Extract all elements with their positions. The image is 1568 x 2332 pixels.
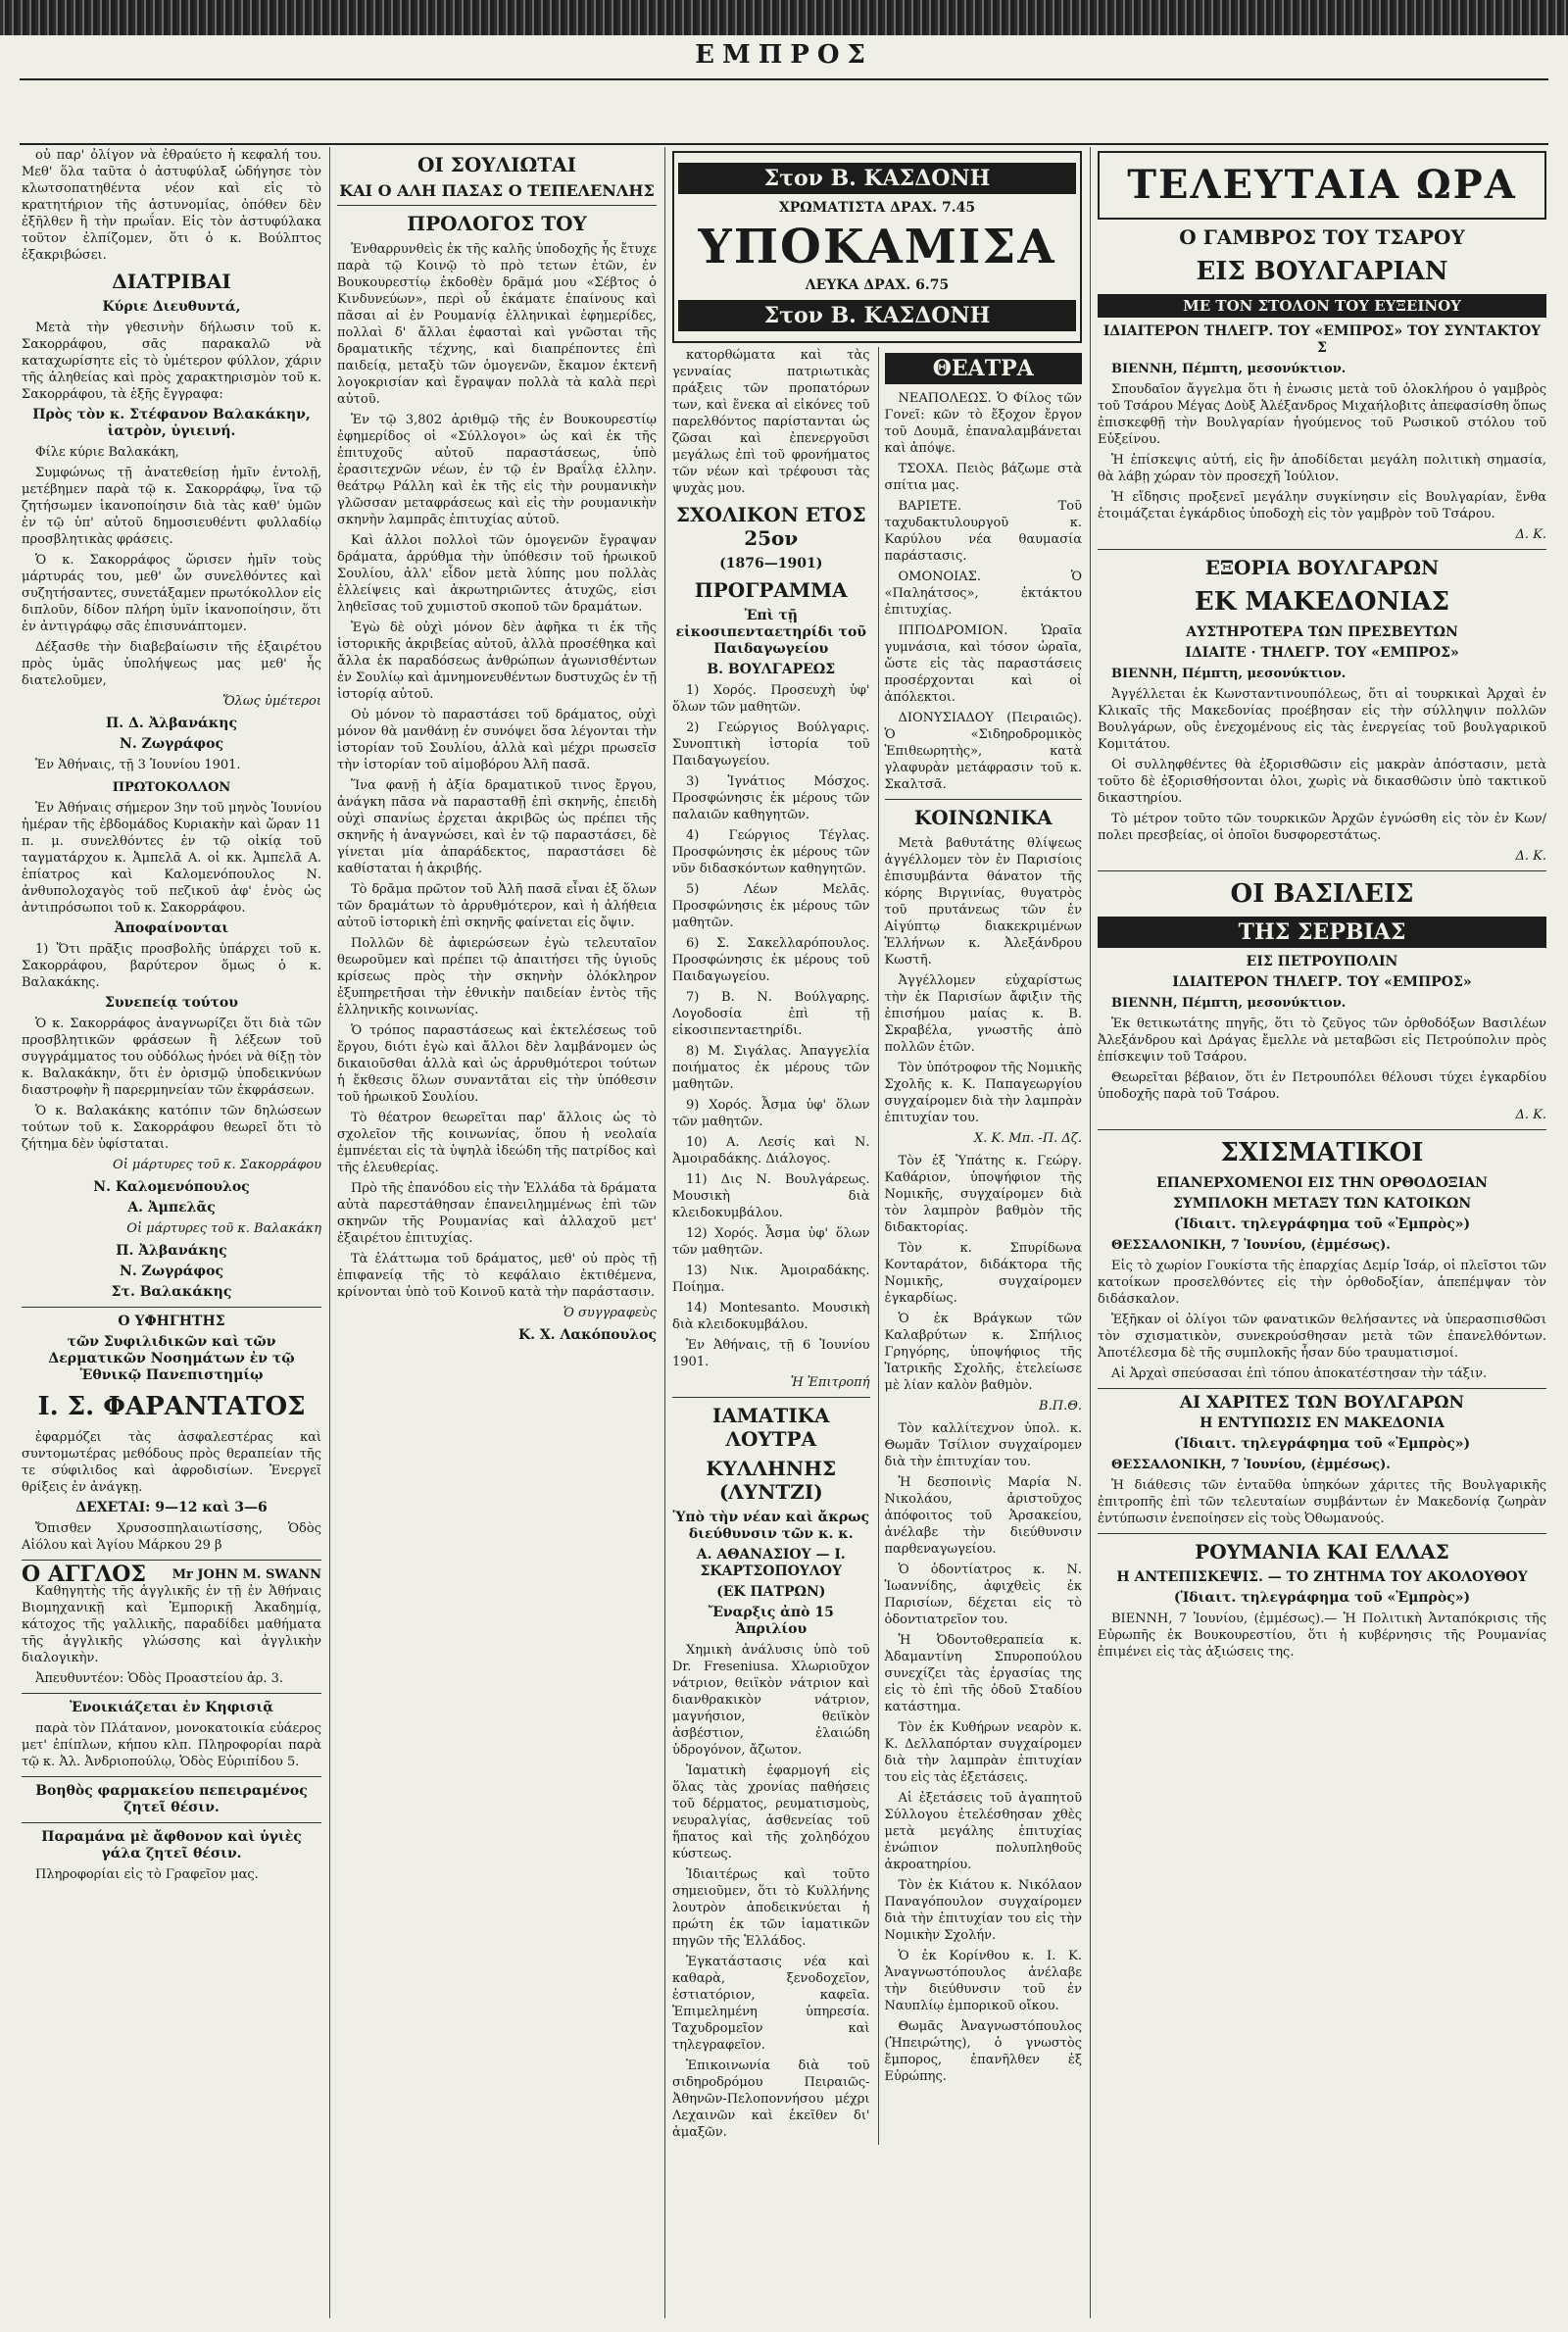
column-divider bbox=[1090, 147, 1091, 2318]
last-hour-box bbox=[1098, 151, 1546, 220]
baths-title: ΙΑΜΑΤΙΚΑ ΛΟΥΤΡΑ bbox=[711, 1404, 830, 1451]
divider bbox=[1098, 1533, 1546, 1534]
col3-left bbox=[672, 347, 870, 2145]
telegram-place: ΒΙΕΝΝΗ, Πέμπτη, μεσονύκτιον. bbox=[1111, 996, 1347, 1011]
baths-city: (ΕΚ ΠΑΤΡΩΝ) bbox=[716, 1584, 826, 1600]
telegram-head: (Ἰδιαιτ. τηλεγράφημα τοῦ «Ἐμπρὸς») bbox=[1173, 1436, 1471, 1452]
headline: ΑΙ ΧΑΡΙΤΕΣ ΤΩΝ ΒΟΥΛΓΑΡΩΝ bbox=[1179, 1393, 1465, 1413]
theatre-item: ΝΕΑΠΟΛΕΩΣ. Ὁ Φίλος τῶν Γονεῖ: κῶν τὸ ἔξοχον ἔργον τοῦ Δουμᾶ, ἐπαναλαμβάνεται καὶ ἀπόψε. bbox=[884, 391, 1082, 456]
program-subtitle: Ἐπὶ τῇ εἰκοσιπενταετηρίδι τοῦ Παιδαγωγείου bbox=[675, 608, 867, 657]
program-item: 12) Χορός. Ἆσμα ὑφ' ὅλων τῶν μαθητῶν. bbox=[672, 1226, 870, 1258]
divider bbox=[1098, 870, 1546, 871]
paragraph: Ἡ εἴδησις προξενεῖ μεγάλην συγκίνησιν εἰς Βουλγαρίαν, ἔνθα ἑτοιμάζεται ἐγκάρδιος ὑποδοχὴ εἰς τὸν γαμβρὸν τοῦ Τσάρου. bbox=[1098, 490, 1546, 521]
paragraph: Καὶ ἀλλοι πολλοὶ τῶν ὁμογενῶν ἔγραψαν δράματα, ἀρρύθμα τὴν ὑπόθεσιν τοῦ ἡρωικοῦ Σουλίου, ἀλλ' εἶδον μετὰ λύπης μου πολλὰς ἐλλείψεις καὶ ἀκρωτηριῶντες ἀτυχῶς, εἰσι ληθεῖσας τοῦ χυμιστοῦ σκοποῦ τῶν δραμάτων. bbox=[337, 533, 657, 615]
program-item: 6) Σ. Σακελλαρόπουλος. Προσφώνησις ἐκ μέρους τοῦ Παιδαγωγείου. bbox=[672, 936, 870, 984]
paragraph: Ἡ δεσποινὶς Μαρία Ν. Νικολάου, ἀριστοῦχος ἀπόφοιτος τοῦ Ἀρσακείου, ἀνέλαβε τὴν διεύθυνσιν παρθεναγωγείου. bbox=[884, 1475, 1082, 1557]
paragraph: Ἐγκατάστασις νέα καὶ καθαρὰ, ξενοδοχεῖον, ἑστιατόριον, καφεῖα. Ἐπιμελημένη ὑπηρεσία. Ταχυδρομεῖον καὶ τηλεγραφεῖον. bbox=[672, 1955, 870, 2053]
signature: Στ. Βαλακάκης bbox=[111, 1284, 232, 1300]
author-name: Κ. Χ. Λακόπουλος bbox=[518, 1327, 657, 1343]
paragraph: Ἵνα φανῇ ἡ ἀξία δραματικοῦ τινος ἔργου, ἀνάγκη πᾶσα νὰ παρασταθῇ ἐπὶ σκηνῆς, ἐπειδὴ οὐχὶ σπανίως ἐρχεται ἀκριβῶς ὡς πρέπει τῆς σκηνῆς ἡ ἀναγνώσει, καὶ ἐν τῷ παραστάσει, δὲ γίνεται μία ἀπαράδεκτος, παραστάσει δὲ καθίσταται ἡ ἀκριβής. bbox=[337, 778, 657, 876]
paragraph: Ἐγὼ δὲ οὐχὶ μόνον δὲν ἀφῆκα τι ἐκ τῆς ἱστορικῆς ἀκριβείας αὐτοῦ, ἀλλὰ προσέθηκα καὶ ἄλλα ἐκ παραδόσεως ἀνθρώπων ἀγωνισθέντων ἐν Σουλίῳ καὶ ἀμνημονευθέντων δυστυχῶς ἐν τῇ ἱστορίᾳ αὐτοῦ. bbox=[337, 620, 657, 702]
signature: Α. Ἀμπελᾶς bbox=[127, 1200, 216, 1216]
paragraph: ΒΙΕΝΝΗ, 7 Ἰουνίου, (ἐμμέσως).— Ἡ Πολιτικὴ Ἀνταπόκρισις τῆς Εὐρωπῆς ἐκ Βουκουρεστίου, ὅτι ἡ κυβέρνησις τῆς Ρουμανίας ἐπιμένει εἰς τὰς ἀξιώσεις της. bbox=[1098, 1612, 1546, 1660]
paragraph: 1) Ὅτι πρᾶξις προσβολῆς ὑπάρχει τοῦ κ. Σακορράφου, βαρύτερον ὅμως ὁ κ. Βαλακάκης. bbox=[22, 942, 321, 990]
program-item: 8) Μ. Σιγάλας. Ἀπαγγελία ποιήματος ἐκ μέρους τῶν μαθητῶν. bbox=[672, 1044, 870, 1092]
theatre-item: ΒΑΡΙΕΤΕ. Τοῦ ταχυδακτυλουργοῦ κ. Καρύλου νέα θαυμασία παράστασις. bbox=[884, 499, 1082, 564]
column-1 bbox=[22, 147, 321, 2318]
paragraph: Τὸ δρᾶμα πρῶτον τοῦ Ἀλῆ πασᾶ εἶναι ἐξ ὅλων τῶν δραμάτων τὸ ἀρρυθμότερον, καὶ ἡ ἀλήθεια αὐτοῦ ἱστορικὴ ἐπὶ σκηνῆς φαίνεται εἰς ὄψιν. bbox=[337, 882, 657, 930]
headline-banner: ΤΗΣ ΣΕΡΒΙΑΣ bbox=[1098, 917, 1546, 948]
headline-sub: ΕΙΣ ΠΕΤΡΟΥΠΟΛΙΝ bbox=[1246, 954, 1398, 969]
divider bbox=[885, 799, 1083, 800]
school-year-title: ΣΧΟΛΙΚΟΝ ΕΤΟΣ 25ον bbox=[675, 503, 866, 550]
program-item: 13) Νικ. Ἀμοιραδάκης. Ποίημα. bbox=[672, 1264, 870, 1295]
protokollon-title: ΠΡΩΤΟΚΟΛΛΟΝ bbox=[112, 780, 231, 795]
divider bbox=[1098, 1388, 1546, 1389]
ad-title: Βοηθὸς φαρμακείου πεπειραμένος ζητεῖ θέσιν. bbox=[35, 1783, 308, 1815]
paragraph: Ὁ ἐκ Κορίνθου κ. Ι. Κ. Ἀναγνωστόπουλος ἀνέλαβε τὴν διεύθυνσιν τοῦ ἐν Ναυπλίῳ ἐμπορικοῦ οἴκου. bbox=[884, 1949, 1082, 2013]
paragraph: Ἰαματικὴ ἐφαρμογή εἰς ὅλας τὰς χρονίας παθήσεις τοῦ δέρματος, ρευματισμοὺς, νευραλγίας, ἀσθενείας τοῦ ἥπατος καὶ τῆς χοληδόχου κύστεως. bbox=[672, 1763, 870, 1861]
telegram-head: ΙΔΙΑΙΤΕ · ΤΗΛΕΓΡ. ΤΟΥ «ΕΜΠΡΟΣ» bbox=[1185, 645, 1459, 661]
paragraph: Τὸν καλλίτεχνον ὑπολ. κ. Θωμᾶν Τσίλιον συγχαίρομεν διὰ τὴν ἐπιτυχίαν του. bbox=[884, 1421, 1082, 1469]
headline: Ο ΓΑΜΒΡΟΣ ΤΟΥ ΤΣΑΡΟΥ bbox=[1179, 225, 1465, 249]
paragraph: Θωμᾶς Ἀναγνωστόπουλος (Ἠπειρώτης), ὁ γνωστὸς ἔμπορος, ἐπανῆλθεν ἐξ Εὐρώπης. bbox=[884, 2019, 1082, 2084]
ad-price-line: ΧΡΩΜΑΤΙΣΤΑ ΔΡΑΧ. 7.45 bbox=[778, 200, 976, 216]
program-name: Β. ΒΟΥΛΓΑΡΕΩΣ bbox=[707, 662, 836, 677]
paragraph: Ἐπικοινωνία διὰ τοῦ σιδηροδρόμου Πειραιῶς-Ἀθηνῶν-Πελοποννήσου μέχρι Λεχαινῶν καὶ ἐκεῖθεν δι' ἁμαξῶν. bbox=[672, 2059, 870, 2140]
author-label: Ὁ συγγραφεὺς bbox=[563, 1306, 657, 1320]
paragraph: Ὁ κ. Σακορράφος ἀναγνωρίζει ὅτι διὰ τῶν προσβλητικῶν φράσεων ἢ λέξεων τοῦ συγγράμματος του οὐδόλως ἠνόει νὰ θίξῃ τὸν κ. Βαλακάκην, ὅτι ἐν ὁρισμῷ ὑποδεικνύων διαστροφὴν ἢ παρερμηνείαν τῶν ἐκφράσεων. bbox=[22, 1017, 321, 1098]
ad-subtitle: τῶν Συφιλιδικῶν καὶ τῶν Δερματικῶν Νοσημάτων ἐν τῷ Ἐθνικῷ Πανεπιστημίῳ bbox=[48, 1334, 295, 1383]
telegram-head: ΙΔΙΑΙΤΕΡΟΝ ΤΗΛΕΓΡ. ΤΟΥ «ΕΜΠΡΟΣ» ΤΟΥ ΣΥΝΤΑΚΤΟΥ Σ bbox=[1102, 323, 1542, 356]
article-title-2: ΚΑΙ Ο ΑΛΗ ΠΑΣΑΣ Ο ΤΕΠΕΛΕΝΛΗΣ bbox=[339, 181, 655, 200]
paragraph: Μετὰ βαθυτάτης θλίψεως ἀγγέλλομεν τὸν ἐν Παρισίοις ἐπισυμβάντα θάνατον τῆς κόρης Βιργινίας, θυγατρὸς τοῦ πρυτάνεως τῶν ἐν Αἰγύπτῳ διακεκριμένων Ἑλλήνων κ. Ἀλεξάνδρου Κωστῆ. bbox=[884, 836, 1082, 968]
paragraph: Πολλῶν δὲ ἀφιερώσεων ἐγὼ τελευταῖον θεωροῦμεν καὶ πρέπει τῷ ἀπαιτήσει τῆς ὑγιοῦς κρίσεως πρὸς τὴν σκηνὴν ὁλόκληρον ἐξυπηρετῆσαι τὴν ἐθνικὴν παιδείαν ἐντὸς τῆς ἑλληνικῆς κοινωνίας. bbox=[337, 936, 657, 1017]
paragraph: Χημικὴ ἀνάλυσις ὑπὸ τοῦ Dr. Freseniusa. Χλωριοῦχον νάτριον, θειϊκὸν νάτριον καὶ διανθρακικὸν νάτριον, μαγνήσιον, θειϊκὸν ἀσβέστιον, ἐλαιώδη ὑδρογόνον, ἄζωτον. bbox=[672, 1643, 870, 1758]
paragraph: Τὸ μέτρον τοῦτο τῶν τουρκικῶν Ἀρχῶν ἐγνώσθη εἰς τὸν ἐν Κων/πολει πρεσβείας, οἱ ὁποῖοι δυσφορεστάτως. bbox=[1098, 812, 1546, 843]
headline: ΟΙ ΒΑΣΙΛΕΙΣ bbox=[1230, 879, 1414, 909]
signature: Δ. Κ. bbox=[1515, 1108, 1546, 1122]
paragraph: Σπουδαῖον ἄγγελμα ὅτι ἡ ἐνωσις μετὰ τοῦ ὁλοκλήρου ὁ γαμβρὸς τοῦ Τσάρου Μέγας Δοὺξ Ἀλέξανδρος Μιχαήλοβιτς ἀπεφασίσθη ὅπως ἐπισκεφθῇ τὴν Βουλγαρίαν ἡγούμενος τοῦ Ρωσικοῦ στόλου τοῦ Εὐξείνου. bbox=[1098, 382, 1546, 447]
ad-title: Ο ΑΓΓΛΟΣ bbox=[22, 1562, 146, 1587]
paragraph: Αἱ Ἀρχαὶ σπεύσασαι ἐπὶ τόπου ἀποκατέστησαν τὴν τάξιν. bbox=[1111, 1366, 1488, 1381]
ad-text: Πληροφορίαι εἰς τὸ Γραφεῖον μας. bbox=[35, 1867, 259, 1882]
divider bbox=[672, 1397, 870, 1398]
paragraph: Ὁ τρόπος παραστάσεως καὶ ἐκτελέσεως τοῦ ἔργου, διότι ἐγὼ καὶ ἄλλοι δὲν λαμβάνομεν ὡς δικαιοῦσθαι ἀλλὰ καὶ ὡς ἀρρυθμότεροι τούτων ἡ ἔκθεσις ὅλων συναντᾶται εἰς τὴν ὑπόθεσιν τοῦ ἡρωικοῦ Σουλίου. bbox=[337, 1023, 657, 1105]
paragraph: Ἐν τῷ 3,802 ἀριθμῷ τῆς ἐν Βουκουρεστίῳ ἐφημερίδος οἱ «Σύλλογοι» ὡς καὶ ἐκ τῆς ἐπιτυχοῦς αὐτοῦ παραστάσεως, ὑπὸ ἐρασιτεχνῶν νέων, ἐν τῷ ἐν Βραΐλᾳ ἑλλην. θεάτρῳ Ράλλη καὶ ἐκ τῆς εἰς τὴν ρουμανικὴν γλῶσσαν μεταφράσεως καὶ εἰς τὴν ρουμανικὴν σκηνὴν λαμπρᾶς ἐπιτυχίας αὐτοῦ. bbox=[337, 413, 657, 527]
telegram-head: (Ἰδιαιτ. τηλεγράφημα τοῦ «Ἐμπρὸς») bbox=[1173, 1590, 1471, 1606]
divider bbox=[337, 205, 657, 206]
telegram-head: ΙΔΙΑΙΤΕΡΟΝ ΤΗΛΕΓΡ. ΤΟΥ «ΕΜΠΡΟΣ» bbox=[1172, 974, 1472, 990]
paragraph: Ὁ ὀδοντίατρος κ. Ν. Ἰωαννίδης, ἀφιχθεὶς ἐκ Παρισίων, δέχεται εἰς τὸ ὀδοντιατρεῖον του. bbox=[884, 1563, 1082, 1627]
paragraph: Τὸν ὑπότροφον τῆς Νομικῆς Σχολῆς κ. Κ. Παπαγεωργίου συγχαίρομεν διὰ τὴν λαμπρὰν ἐπιτυχίαν του. bbox=[884, 1061, 1082, 1125]
header-rule bbox=[20, 78, 1548, 80]
diatribai-title: ΔΙΑΤΡΙΒΑΙ bbox=[112, 270, 231, 293]
program-item: 7) Β. Ν. Βούλγαρης. Λογοδοσία ἐπὶ τῇ εἰκοσιπενταετηρίδι. bbox=[672, 990, 870, 1038]
signature: Δ. Κ. bbox=[1515, 849, 1546, 864]
telegram-place: ΘΕΣΣΑΛΟΝΙΚΗ, 7 Ἰουνίου, (ἐμμέσως). bbox=[1111, 1458, 1391, 1472]
signature: Β.Π.Θ. bbox=[1039, 1399, 1082, 1414]
scan-top-band bbox=[0, 0, 1568, 35]
paragraph: Τὸν ἐκ Κυθήρων νεαρὸν κ. Κ. Δελλαπόρταν συγχαίρομεν διὰ τὴν λαμπρὰν ἐπιτυχίαν του εἰς τὰς ἐξετάσεις. bbox=[884, 1720, 1082, 1785]
paragraph: Ἐν Ἀθήναις σήμερον 3ην τοῦ μηνὸς Ἰουνίου ἡμέραν τῆς ἑβδομάδος Κυριακὴν καὶ ὥραν 11 π. μ. συνελθόντες ἐν τῷ οἰκίᾳ τοῦ ταγματάρχου κ. Ἀμπελᾶ Α. οἱ κκ. Ἀμπελᾶ Α. ἐπίατρος καὶ Καλομενόπουλος Ν. ἀνθυπολοχαγὸς τοῦ πεζικοῦ ἀφ' ἑνὸς ὡς ἀντιπρόσωποι τοῦ κ. Σακορράφου. bbox=[22, 801, 321, 916]
ad-text: Καθηγητὴς τῆς ἀγγλικῆς ἐν τῇ ἐν Ἀθήναις Βιομηχανικῇ καὶ Ἐμπορικῇ Ἀκαδημίᾳ, κάτοχος τῆς γαλλικῆς, παραδίδει μαθήματα τῆς ἀγγλικῆς γλώσσης καὶ ἀγγλικὴν διαλογικὴν. bbox=[22, 1584, 321, 1665]
signature: Ν. Ζωγράφος bbox=[120, 736, 223, 752]
col3-right bbox=[878, 347, 1083, 2145]
paragraph: Ἐνθαρρυνθεὶς ἐκ τῆς καλῆς ὑποδοχῆς ἧς ἔτυχε παρὰ τῷ Κοινῷ τὸ πρὸ τετων ἐτῶν, ἐν Βουκουρεστίῳ ἐκδοθὲν δρᾶμά μου «Σέβτος ὁ Κινδυνεύων», περὶ οὗ ἐκάματε ἐπαίνους καὶ πᾶσαι αἱ ἐν Ρουμανίᾳ ἑλληνικαὶ ἐφημερίδες, πολλαὶ δ' ἄλλαι ἐφασταὶ καὶ γνῶσται τῆς δραματικῆς τέχνης, καὶ διαπρέποντες ἐπὶ παιδείᾳ, μεταξὺ τῶν ὁμογενῶν, ἔκαμον ἐκτενῆ λογοκρισίαν καὶ ἔγραψαν πολλὰ τὰ καλὰ περὶ αὐτοῦ. bbox=[337, 242, 657, 407]
paragraph: Τὸν ἐκ Κιάτου κ. Νικόλαον Παναγόπουλον συγχαίρομεν διὰ τὴν ἐπιτυχίαν του εἰς τὴν Νομικὴν Σχολήν. bbox=[884, 1878, 1082, 1943]
divider bbox=[1098, 549, 1546, 550]
masthead: ΕΜΠΡΟΣ bbox=[695, 40, 873, 70]
headline: ΣΧΙΣΜΑΤΙΚΟΙ bbox=[1220, 1138, 1424, 1167]
paragraph: Ἐκ θετικωτάτης πηγῆς, ὅτι τὸ ζεῦγος τῶν ὀρθοδόξων Βασιλέων Ἀλεξάνδρου καὶ Δράγας ἔμελλε νὰ μεταβῶσι εἰς Πετρούπολιν πρὸς ἐπίσκεψιν τοῦ Τσάρου. bbox=[1098, 1017, 1546, 1065]
closing: Ὅλως ὑμέτεροι bbox=[222, 694, 321, 709]
shop-name: Στον Β. ΚΑΣΔΟΝΗ bbox=[678, 300, 1076, 331]
salutation: Φίλε κύριε Βαλακάκη, bbox=[35, 445, 179, 460]
telegram-place: ΒΙΕΝΝΗ, Πέμπτη, μεσονύκτιον. bbox=[1111, 362, 1347, 376]
paragraph: Συμφώνως τῇ ἀνατεθείσῃ ἡμῖν ἐντολῇ, μετέβημεν παρὰ τῷ κ. Σακορράφῳ, ἵνα τῷ ζητήσωμεν ἱκανοποίησιν διὰ τὰς καθ' ὑμῶν ἐν τῷ ὑπ' αὐτοῦ δημοσιευθέντι φυλλαδίῳ προσβλητικὰς φράσεις. bbox=[22, 466, 321, 547]
recipient: Πρὸς τὸν κ. Στέφανον Βαλακάκην, ἰατρὸν, ὑγιεινή. bbox=[32, 407, 311, 439]
social-title: ΚΟΙΝΩΝΙΚΑ bbox=[913, 806, 1053, 829]
signature: Ἡ Ἐπιτροπή bbox=[790, 1375, 870, 1390]
ad-text: παρὰ τὸν Πλάτανον, μονοκατοικία εὐάερος μετ' ἐπίπλων, κήπου κλπ. Πληροφορίαι παρὰ τῷ κ. Ἀλ. Ἀνδριοπούλῳ, Ὁδὸς Εὐριπίδου 5. bbox=[22, 1721, 321, 1769]
paragraph: Οὐ μόνον τὸ παραστάσει τοῦ δράματος, οὐχὶ μόνον θὰ μανθάνῃ ἐν συνόψει ὅσα λέγονται τὴν ἱστορίαν τοῦ Σουλίου, ἀλλὰ καὶ μέχρι πρωσεῖσ τὴν ἱστορίαν τοῦ αἱμοβόρου Ἀλῆ πασᾶ. bbox=[337, 708, 657, 772]
witnesses-label: Οἱ μάρτυρες τοῦ κ. Σακορράφου bbox=[113, 1158, 321, 1172]
subheading: Συνεπείᾳ τούτου bbox=[105, 995, 238, 1011]
ad-title: Ἐνοικιάζεται ἐν Κηφισιᾷ bbox=[69, 1700, 274, 1715]
headline: ΕΙΣ ΒΟΥΛΓΑΡΙΑΝ bbox=[1196, 257, 1448, 286]
paragraph: Τὸν κ. Σπυρίδωνα Κονταράτον, διδάκτορα τῆς Νομικῆς, συγχαίρομεν ἐγκαρδίως. bbox=[884, 1241, 1082, 1306]
signature: Ν. Καλομενόπουλος bbox=[93, 1179, 250, 1195]
telegram-head: (Ἰδιαιτ. τηλεγράφημα τοῦ «Ἐμπρὸς») bbox=[1173, 1216, 1471, 1232]
headline: ΕΞΟΡΙΑ ΒΟΥΛΓΑΡΩΝ bbox=[1204, 556, 1440, 579]
paragraph: Οἱ συλληφθέντες θὰ ἐξορισθῶσιν εἰς μακρὰν ἀπόστασιν, μετὰ τοῦτο δὲ ἐξορισθήσονται ὁλοι, χωρὶς νὰ δικασθῶσιν ὑπὸ τακτικοῦ δικαστηρίου. bbox=[1098, 758, 1546, 806]
signature: Δ. Κ. bbox=[1515, 527, 1546, 542]
doctor-name: Ι. Σ. ΦΑΡΑΝΤΑΤΟΣ bbox=[37, 1392, 306, 1421]
divider bbox=[22, 1307, 321, 1308]
headline-sub: ΣΥΜΠΛΟΚΗ ΜΕΤΑΞΥ ΤΩΝ ΚΑΤΟΙΚΩΝ bbox=[1172, 1196, 1472, 1212]
headline-sub: ΑΥΣΤΗΡΟΤΕΡΑ ΤΩΝ ΠΡΕΣΒΕΥΤΩΝ bbox=[1186, 624, 1458, 640]
column-2 bbox=[337, 147, 657, 2318]
program-item: 2) Γεώργιος Βούλγαρις. Συνοπτικὴ ἱστορία τοῦ Παιδαγωγείου. bbox=[672, 720, 870, 769]
baths-under: Ὑπὸ τὴν νέαν καὶ ἄκρως διεύθυνσιν τῶν κ. κ. bbox=[672, 1510, 869, 1542]
ad-name: Mr JOHN M. SWANN bbox=[172, 1567, 321, 1582]
divider bbox=[22, 1560, 321, 1561]
theatre-item: ΤΣΟΧΑ. Πειὸς βάζωμε στὰ σπίτια μας. bbox=[884, 462, 1082, 493]
column-divider bbox=[329, 147, 330, 2318]
divider bbox=[1098, 1129, 1546, 1130]
paragraph: Ὁ κ. Βαλακάκης κατόπιν τῶν δηλώσεων τούτων τοῦ κ. Σακορράφου θεωρεῖ ὅτι τὸ ζήτημα δὲν ὑφίσταται. bbox=[22, 1104, 321, 1152]
ad-header bbox=[22, 1562, 321, 1587]
telegram-place: ΘΕΣΣΑΛΟΝΙΚΗ, 7 Ἰουνίου, (ἐμμέσως). bbox=[1111, 1238, 1391, 1253]
program-item: 3) Ἰγνάτιος Μόσχος. Προσφώνησις ἐκ μέρους τῶν παλαιῶν καθηγητῶν. bbox=[672, 774, 870, 822]
column-4 bbox=[1098, 147, 1546, 2318]
program-item: 1) Χορός. Προσευχὴ ὑφ' ὅλων τῶν μαθητῶν. bbox=[672, 683, 870, 715]
witnesses-label: Οἱ μάρτυρες τοῦ κ. Βαλακάκη bbox=[126, 1221, 321, 1236]
paragraph: Αἱ ἐξετάσεις τοῦ ἀγαπητοῦ Σύλλογου ἐτελέσθησαν χθὲς μετὰ μεγάλης ἐπιτυχίας ἐνώπιον πολυπληθοῦς ἀκροατηρίου. bbox=[884, 1791, 1082, 1872]
program-item: 9) Χορός. Ἆσμα ὑφ' ὅλων τῶν μαθητῶν. bbox=[672, 1098, 870, 1129]
salutation: Κύριε Διευθυντά, bbox=[102, 299, 241, 315]
article-title: ΟΙ ΣΟΥΛΙΩΤΑΙ bbox=[416, 153, 576, 176]
paragraph: Τὰ ἐλάττωμα τοῦ δράματος, μεθ' οὐ πρὸς τῇ ἐπιφανείᾳ τῆς τὸ κεφάλαιο ἐκτιθέμενα, κρίνονται ὑπὸ τοῦ Κοινοῦ κατὰ τὴν παράστασιν. bbox=[337, 1252, 657, 1300]
theatre-item: ΔΙΟΝΥΣΙΑΔΟΥ (Πειραιῶς). Ὁ «Σιδηροδρομικὸς Ἐπιθεωρητὴς», κατὰ γλαφυρὰν μετάφρασιν τοῦ κ. Σκαλτσᾶ. bbox=[884, 711, 1082, 792]
dateline: Ἐν Ἀθήναις, τῇ 3 Ἰουνίου 1901. bbox=[35, 758, 241, 772]
prologue-title: ΠΡΟΛΟΓΟΣ ΤΟΥ bbox=[407, 212, 587, 235]
signature: Π. Δ. Ἀλβανάκης bbox=[105, 716, 237, 731]
baths-subtitle: ΚΥΛΛΗΝΗΣ (ΛΥΝΤΖΙ) bbox=[706, 1457, 837, 1504]
signature: Ν. Ζωγράφος bbox=[120, 1264, 223, 1279]
shop-name: Στον Β. ΚΑΣΔΟΝΗ bbox=[678, 163, 1076, 194]
paragraph: Πρὸ τῆς ἐπανόδου εἰς τὴν Ἑλλάδα τὰ δράματα αὐτὰ παρεστάθησαν ἐπανειλημμένως ἐπὶ τῶν σκηνῶν τῆς Ρουμανίας καὶ ἀλλαχοῦ μετ' ἐξαιρέτου ἐπιτυχίας. bbox=[337, 1181, 657, 1246]
paragraph: Ἐξῆκαν οἱ ὀλίγοι τῶν φανατικῶν θελήσαντες νὰ ὑπερασπισθῶσι τὸν σχισματικὸν, συνεκρούσθησαν μετὰ τῶν ἐπανελθόντων. Ἀποτέλεσμα δὲ τῆς συμπλοκῆς ἦσαν δύο τραυματισμοί. bbox=[1098, 1313, 1546, 1361]
paragraph: Μετὰ τὴν γθεσινὴν δήλωσιν τοῦ κ. Σακορράφου, σᾶς παρακαλῶ νὰ καταχωρίσητε εἰς τὸ ὑμέτερον φύλλον, χάριν τῆς ἀληθείας καὶ πρὸς χαρακτηρισμὸν τοῦ κ. Σακορράφου, τὰ ἑξῆς ἔγγραφα: bbox=[22, 321, 321, 402]
headline-sub: Η ΑΝΤΕΠΙΣΚΕΨΙΣ. — ΤΟ ΖΗΤΗΜΑ ΤΟΥ ΑΚΟΛΟΥΘΟΥ bbox=[1116, 1569, 1528, 1585]
intro-text: οὐ παρ' ὀλίγον νὰ ἐθραύετο ἡ κεφαλή του. Μεθ' ὅλα ταῦτα ὁ ἀστυφύλαξ ὡδήγησε τὸν κλωτσοπατηθέντα νέον καὶ εἰς τὸ κρατητήριον τῆς ἀστυνομίας, ὁπόθεν δὲν ἐξῆλθεν ἢ τὴν πρωΐαν. Εἰς τὸν ἀστυφύλακα τοῦτον ἐλπίζομεν, ὅτι ὁ κ. Βούλπτος ἐξακριβώσει. bbox=[22, 148, 321, 263]
shirts-advert bbox=[672, 151, 1082, 343]
dateline: Ἐν Ἀθήναις, τῇ 6 Ἰουνίου 1901. bbox=[672, 1338, 870, 1369]
paragraph: Ὁ κ. Σακορράφος ὥρισεν ἡμῖν τοὺς μάρτυράς του, μεθ' ὧν συνελθόντες καὶ συζητήσαντες, συνετάξαμεν πρωτόκολλον εἰς διπλοῦν, δίδον πλήρη ὑμῖν ἱκανοποίησιν, ὅτι ἐν ἀντιγράφῳ σᾶς ἐπισυνάπτομεν. bbox=[22, 553, 321, 634]
paragraph: Ἀγγέλλομεν εὐχαρίστως τὴν ἐκ Παρισίων ἄφιξιν τῆς ἐπισήμου μαίας κ. Β. Σκραβέλα, γνωστῆς ἀπὸ πολλῶν ἐτῶν. bbox=[884, 973, 1082, 1055]
paragraph: Δέξασθε τὴν διαβεβαίωσιν τῆς ἐξαιρέτου πρὸς ὑμᾶς ὑπολήψεως μας μεθ' ἧς διατελοῦμεν, bbox=[22, 640, 321, 688]
program-item: 14) Montesanto. Μουσικὴ διὰ κλειδοκυμβάλου. bbox=[672, 1301, 870, 1332]
baths-names: Α. ΑΘΑΝΑΣΙΟΥ — Ι. ΣΚΑΡΤΣΟΠΟΥΛΟΥ bbox=[696, 1547, 846, 1579]
paragraph: Ἀγγέλλεται ἐκ Κωνσταντινουπόλεως, ὅτι αἱ τουρκικαὶ Ἀρχαὶ ἐν Κλικαῖς τῆς Μακεδονίας προέβησαν εἰς τὴν σύλληψιν πολλῶν Βουλγάρων, οὓς ἐνεχομένους εἰς τὰς ἐνεργείας τοῦ βουλγαρικοῦ Κομιτάτου. bbox=[1098, 687, 1546, 752]
divider bbox=[22, 1776, 321, 1777]
school-years: (1876—1901) bbox=[719, 556, 823, 571]
baths-opening: Ἔναρξις ἀπὸ 15 Ἀπριλίου bbox=[708, 1605, 834, 1637]
program-title: ΠΡΟΓΡΑΜΜΑ bbox=[694, 578, 848, 602]
paragraph: Θεωρεῖται βέβαιον, ὅτι ἐν Πετρουπόλει θέλουσι τύχει ἐγκαρδίου ὑποδοχῆς παρὰ τοῦ Τσάρου. bbox=[1098, 1070, 1546, 1102]
ad-title: Παραμάνα μὲ ἄφθονον καὶ ὑγιὲς γάλα ζητεῖ θέσιν. bbox=[41, 1829, 302, 1861]
paragraph: Τὸ θέατρον θεωρεῖται παρ' ἄλλοις ὡς τὸ σχολεῖον τῆς κοινωνίας, ὅπου ἡ νεολαία ἐμπνέεται εἰς τὰ ὑψηλὰ ἰδεώδη τῆς πατρίδος καὶ τῆς ἐλευθερίας. bbox=[337, 1111, 657, 1175]
address: Ἀπευθυντέον: Ὁδὸς Προαστείου ἀρ. 3. bbox=[35, 1671, 284, 1686]
ad-headline: ΥΠΟΚΑΜΙΣΑ bbox=[698, 220, 1056, 274]
subheading: Ἀποφαίνονται bbox=[114, 920, 229, 936]
theatre-item: ΙΠΠΟΔΡΟΜΙΟΝ. Ὡραῖα γυμνάσια, καὶ τόσον ὡραῖα, ὥστε εἰς τὰς παραστάσεις προσέρχονται καὶ οἱ ἀπόλεκτοι. bbox=[884, 623, 1082, 705]
paragraph: Ἰδιαιτέρως καὶ τοῦτο σημειοῦμεν, ὅτι τὸ Κυλλήνης λουτρὸν ἀποδεικνύεται ἡ πρώτη ἐκ τῶν ἰαματικῶν πηγῶν τῆς Ἑλλάδος. bbox=[672, 1867, 870, 1949]
theatre-item: ΟΜΟΝΟΙΑΣ. Ὁ «Παληάτσος», ἐκτάκτου ἐπιτυχίας. bbox=[884, 570, 1082, 618]
col3-split bbox=[672, 347, 1082, 2145]
paragraph: Ὁ ἐκ Βράγκων τῶν Καλαβρύτων κ. Σπήλιος Γρηγόρης, ὑποψήφιος τῆς Ἰατρικῆς Σχολῆς, ἐτελείωσε μὲ λίαν καλὸν βαθμὸν. bbox=[884, 1312, 1082, 1393]
ad-title: Ο ΥΦΗΓΗΤΗΣ bbox=[118, 1314, 225, 1329]
headline-sub: Η ΕΝΤΥΠΩΣΙΣ ΕΝ ΜΑΚΕΔΟΝΙΑ bbox=[1200, 1415, 1445, 1431]
theatre-title: ΘΕΑΤΡΑ bbox=[885, 353, 1083, 384]
paragraph: Τὸν ἐξ Ὑπάτης κ. Γεώργ. Καθάριον, ὑποψήφιον τῆς Νομικῆς, συγχαίρομεν διὰ τὸν λαμπρὸν βαθμὸν τῆς διδακτορίας. bbox=[884, 1154, 1082, 1235]
paragraph: κατορθώματα καὶ τὰς γενναίας πατριωτικὰς πράξεις τῶν προπατόρων των, καὶ ἕνεκα αἱ εἰκόνες τοῦ παρελθόντος παρίστανται ὡς ζῶσαι καὶ ἐπενεργοῦσι μεγάλως ἐπὶ τοῦ φρονήματος τῶν νέων καὶ τρέφουσι τὰς ψυχὰς μου. bbox=[672, 348, 870, 496]
column-3 bbox=[672, 147, 1082, 2318]
office-hours: ΔΕΧΕΤΑΙ: 9—12 καὶ 3—6 bbox=[75, 1500, 268, 1515]
address: Ὄπισθεν Χρυσοσπηλαιωτίσσης, Ὁδὸς Αἰόλου καὶ Ἁγίου Μάρκου 29 β bbox=[22, 1521, 321, 1553]
headline-sub: ΕΠΑΝΕΡΧΟΜΕΝΟΙ ΕΙΣ ΤΗΝ ΟΡΘΟΔΟΞΙΑΝ bbox=[1156, 1175, 1488, 1191]
program-item: 11) Δις Ν. Βουλγάρεως. Μουσικὴ διὰ κλειδοκυμβάλου. bbox=[672, 1172, 870, 1220]
divider bbox=[22, 1822, 321, 1823]
paragraph: Ἡ Ὀδοντοθεραπεία κ. Ἀδαμαντίνη Σπυροπούλου συνεχίζει τὰς ἐργασίας της εἰς τὸ ἐπὶ τῆς ὁδοῦ Σταδίου κατάστημα. bbox=[884, 1633, 1082, 1714]
program-item: 5) Λέων Μελᾶς. Προσφώνησις ἐκ μέρους τῶν μαθητῶν. bbox=[672, 882, 870, 930]
signature: Χ. Κ. Μπ. -Π. Δζ. bbox=[973, 1131, 1082, 1146]
paragraph: Εἰς τὸ χωρίον Γουκίστα τῆς ἐπαρχίας Δεμίρ Ἰσάρ, οἱ πλεῖστοι τῶν κατοίκων προσελθόντες εἰς τὴν ὀρθοδοξίαν, ἀπεπέμψαν τὸν διδάσκαλον. bbox=[1098, 1259, 1546, 1307]
paragraph: Ἡ ἐπίσκεψις αὐτή, εἰς ἣν ἀποδίδεται μεγάλη πολιτικὴ σημασία, θὰ λάβῃ χώραν τὸν προσεχῆ Ἰούλιον. bbox=[1098, 453, 1546, 484]
telegram-place: ΒΙΕΝΝΗ, Πέμπτη, μεσονύκτιον. bbox=[1111, 667, 1347, 681]
paragraph: Ἡ διάθεσις τῶν ἐνταῦθα ὑπηκόων χάριτες τῆς Βουλγαρικῆς ἐπιτροπῆς ἐπὶ τῶν τελευταίων συμβάντων ἐν Μακεδονίᾳ ζωηρὰν ἐντύπωσιν ἐνεποίησεν εἰς τοὺς Ὀθωμανούς. bbox=[1098, 1478, 1546, 1526]
program-item: 4) Γεώργιος Τέγλας. Προσφώνησις ἐκ μέρους τῶν νῦν διδασκόντων καθηγητῶν. bbox=[672, 828, 870, 876]
program-item: 10) Α. Λεσίς καὶ Ν. Ἀμοιραδάκης. Διάλογος. bbox=[672, 1135, 870, 1166]
divider bbox=[22, 1693, 321, 1694]
headline: ΡΟΥΜΑΝΙΑ ΚΑΙ ΕΛΛΑΣ bbox=[1195, 1540, 1449, 1563]
ad-text: ἐφαρμόζει τὰς ἀσφαλεστέρας καὶ συντομωτέρας μεθόδους πρὸς θεραπείαν τῆς τε σύφιλιδος καὶ ἀφροδισίων. Ἐνεργεῖ θρίξεις ἐν ἀνάγκῃ. bbox=[22, 1430, 321, 1495]
column-divider bbox=[664, 147, 665, 2318]
last-hour-title: ΤΕΛΕΥΤΑΙΑ ΩΡΑ bbox=[1127, 162, 1517, 208]
signature: Π. Ἀλβανάκης bbox=[116, 1243, 227, 1259]
headline: ΕΚ ΜΑΚΕΔΟΝΙΑΣ bbox=[1194, 587, 1450, 617]
ad-price-line: ΛΕΥΚΑ ΔΡΑΧ. 6.75 bbox=[805, 277, 950, 293]
header-rule-2 bbox=[20, 143, 1548, 145]
headline-banner: ΜΕ ΤΟΝ ΣΤΟΛΟΝ ΤΟΥ ΕΥΞΕΙΝΟΥ bbox=[1098, 294, 1546, 318]
